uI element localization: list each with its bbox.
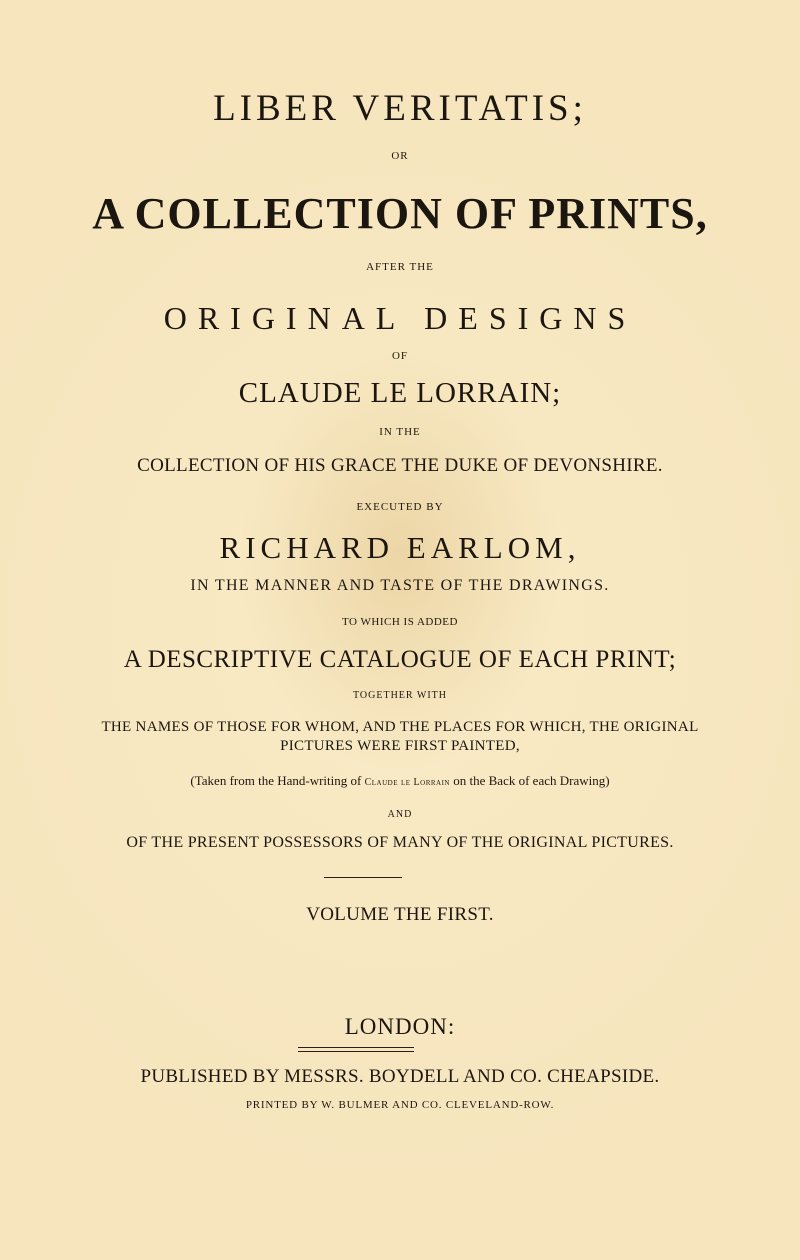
collection-owner-line: COLLECTION OF HIS GRACE THE DUKE OF DEVONSHIRE. <box>137 455 663 476</box>
executed-by-connector: EXECUTED BY <box>356 501 444 513</box>
publisher-line: PUBLISHED BY MESSRS. BOYDELL AND CO. CHEAPSIDE. <box>140 1066 660 1087</box>
collection-heading: A COLLECTION OF PRINTS, <box>92 189 708 238</box>
or-connector: OR <box>391 150 409 162</box>
and-connector: AND <box>387 809 413 820</box>
manner-line: IN THE MANNER AND TASTE OF THE DRAWINGS. <box>190 577 610 594</box>
artist-name: CLAUDE LE LORRAIN; <box>238 377 562 409</box>
of-connector: OF <box>391 350 409 362</box>
names-line-1: THE NAMES OF THOSE FOR WHOM, AND THE PLACES FOR WHICH, THE ORIGINAL <box>101 719 699 735</box>
double-rule <box>298 1047 414 1052</box>
printer-line: PRINTED BY W. BULMER AND CO. CLEVELAND-ROW. <box>245 1099 555 1111</box>
taken-note-artist: Claude le Lorrain <box>364 777 450 788</box>
in-the-connector: IN THE <box>379 426 421 438</box>
catalogue-heading: A DESCRIPTIVE CATALOGUE OF EACH PRINT; <box>123 646 677 673</box>
book-title: LIBER VERITATIS; <box>213 88 587 129</box>
names-line-2: PICTURES WERE FIRST PAINTED, <box>280 738 520 754</box>
divider-rule <box>324 877 402 878</box>
possessors-line: OF THE PRESENT POSSESSORS OF MANY OF THE ORIGINAL PICTURES. <box>126 834 674 851</box>
taken-from-note <box>0 773 800 789</box>
taken-note-end: on the Back of each Drawing) <box>450 773 610 788</box>
after-the-connector: AFTER THE <box>366 261 434 273</box>
to-which-connector: TO WHICH IS ADDED <box>342 616 458 628</box>
engraver-name: RICHARD EARLOM, <box>219 530 581 565</box>
taken-note-start: (Taken from the Hand-writing of <box>190 773 365 788</box>
imprint-city: LONDON: <box>344 1014 456 1039</box>
volume-line: VOLUME THE FIRST. <box>306 904 494 925</box>
together-with-connector: TOGETHER WITH <box>352 690 447 701</box>
original-designs-heading: ORIGINAL DESIGNS <box>163 300 637 336</box>
